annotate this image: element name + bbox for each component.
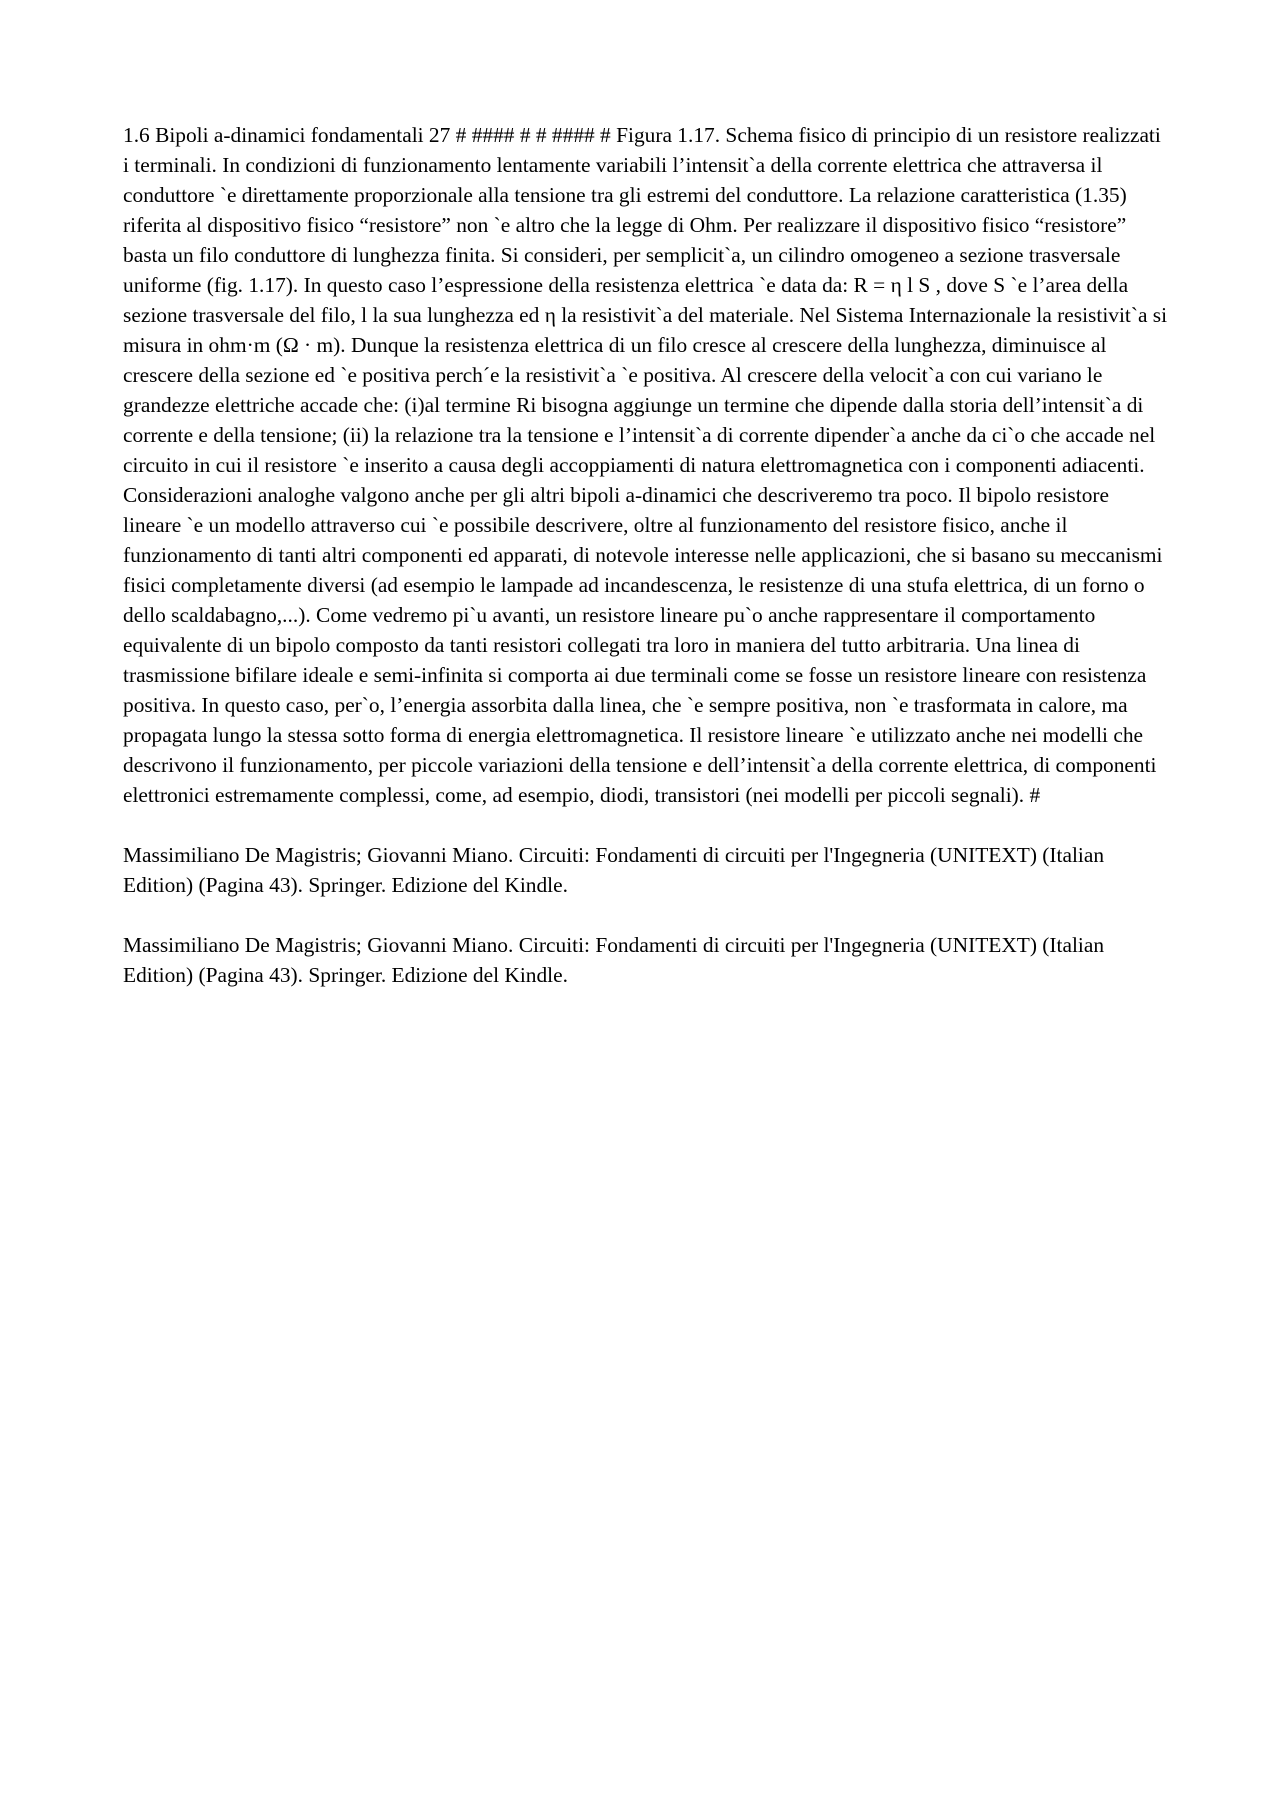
document-body [123,120,1168,1020]
main-paragraph: 1.6 Bipoli a-dinamici fondamentali 27 # #### # # #### # Figura 1.17. Schema fisico di principio di un resistore realizzati i terminali. In condizioni di funzionamento lentamente variabili l’intensit`a della corrente elettrica che attraversa il conduttore `e direttamente proporzionale alla tensione tra gli estremi del conduttore. La relazione caratteristica (1.35) riferita al dispositivo fisico “resistore” non `e altro che la legge di Ohm. Per realizzare il dispositivo fisico “resistore” basta un filo conduttore di lunghezza finita. Si consideri, per semplicit`a, un cilindro omogeneo a sezione trasversale uniforme (fig. 1.17). In questo caso l’espressione della resistenza elettrica `e data da: R = η l S , dove S `e l’area della sezione trasversale del filo, l la sua lunghezza ed η la resistivit`a del materiale. Nel Sistema Internazionale la resistivit`a si misura in ohm·m (Ω · m). Dunque la resistenza elettrica di un filo cresce al crescere della lunghezza, diminuisce al crescere della sezione ed `e positiva perch´e la resistivit`a `e positiva. Al crescere della velocit`a con cui variano le grandezze elettriche accade che: (i)al termine Ri bisogna aggiunge un termine che dipende dalla storia dell’intensit`a di corrente e della tensione; (ii) la relazione tra la tensione e l’intensit`a di corrente dipender`a anche da ci`o che accade nel circuito in cui il resistore `e inserito a causa degli accoppiamenti di natura elettromagnetica con i componenti adiacenti. Considerazioni analoghe valgono anche per gli altri bipoli a-dinamici che descriveremo tra poco. Il bipolo resistore lineare `e un modello attraverso cui `e possibile descrivere, oltre al funzionamento del resistore fisico, anche il funzionamento di tanti altri componenti ed apparati, di notevole interesse nelle applicazioni, che si basano su meccanismi fisici completamente diversi (ad esempio le lampade ad incandescenza, le resistenze di una stufa elettrica, di un forno o dello scaldabagno,...). Come vedremo pi`u avanti, un resistore lineare pu`o anche rappresentare il comportamento equivalente di un bipolo composto da tanti resistori collegati tra loro in maniera del tutto arbitraria. Una linea di trasmissione bifilare ideale e semi-infinita si comporta ai due terminali come se fosse un resistore lineare con resistenza positiva. In questo caso, per`o, l’energia assorbita dalla linea, che `e sempre positiva, non `e trasformata in calore, ma propagata lungo la stessa sotto forma di energia elettromagnetica. Il resistore lineare `e utilizzato anche nei modelli che descrivono il funzionamento, per piccole variazioni della tensione e dell’intensit`a della corrente elettrica, di componenti elettronici estremamente complessi, come, ad esempio, diodi, transistori (nei modelli per piccoli segnali). # [123,123,1168,807]
citation-1: Massimiliano De Magistris; Giovanni Miano. Circuiti: Fondamenti di circuiti per l'Ingegneria (UNITEXT) (Italian Edition) (Pagina 43). Springer. Edizione del Kindle. [123,843,1105,897]
citation-2: Massimiliano De Magistris; Giovanni Miano. Circuiti: Fondamenti di circuiti per l'Ingegneria (UNITEXT) (Italian Edition) (Pagina 43). Springer. Edizione del Kindle. [123,933,1105,987]
